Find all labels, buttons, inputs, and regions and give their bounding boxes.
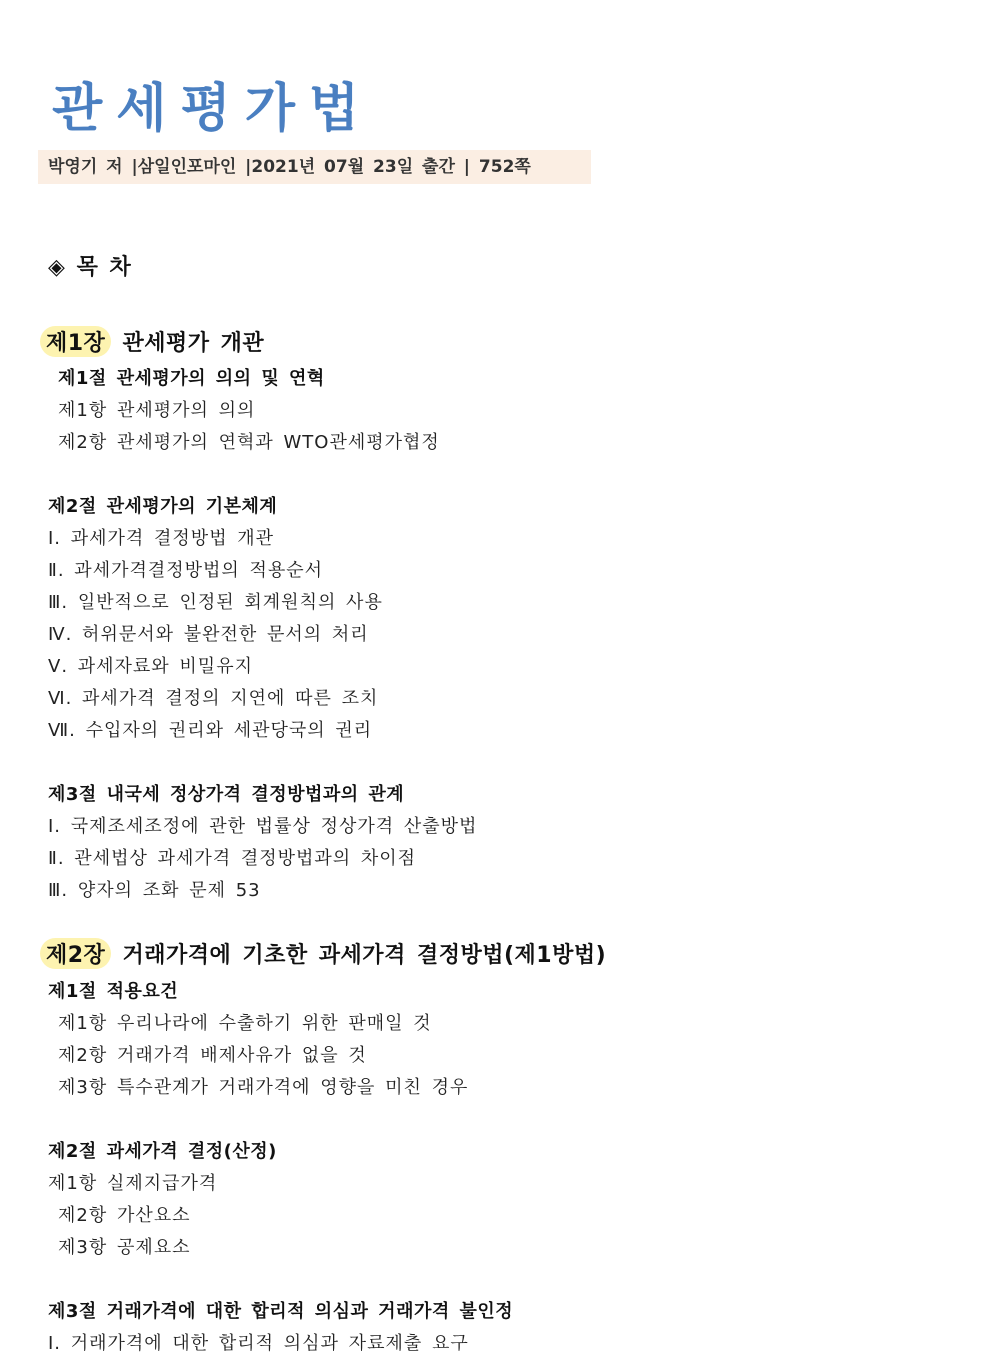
toc-section: 제2절 과세가격 결정(산정)	[48, 1141, 277, 1162]
chapter-title: 관세평가 개관	[111, 331, 265, 356]
toc-item: Ⅲ. 양자의 조화 문제 53	[48, 880, 261, 901]
toc-item: 제1항 관세평가의 의의	[58, 400, 256, 421]
toc-chapter	[48, 938, 606, 969]
chapter-number: 제1장	[40, 326, 111, 357]
chapter-title: 거래가격에 기초한 과세가격 결정방법(제1방법)	[111, 943, 607, 968]
toc-item: 제2항 거래가격 배제사유가 없을 것	[58, 1045, 367, 1066]
toc-item: 제2항 관세평가의 연혁과 WTO관세평가협정	[58, 432, 440, 453]
document-title: 관세평가법	[52, 78, 374, 139]
chapter-number: 제2장	[40, 938, 111, 969]
toc-item: Ⅳ. 허위문서와 불완전한 문서의 처리	[48, 624, 369, 645]
toc-item: Ⅱ. 관세법상 과세가격 결정방법과의 차이점	[48, 848, 417, 869]
book-meta: 박영기 저 |삼일인포마인 |2021년 07월 23일 출간 | 752쪽	[38, 150, 591, 184]
toc-item: Ⅰ. 거래가격에 대한 합리적 의심과 자료제출 요구	[48, 1333, 469, 1354]
toc-item: Ⅰ. 과세가격 결정방법 개관	[48, 528, 275, 549]
toc-item: 제3항 공제요소	[58, 1237, 191, 1258]
toc-item: 제2항 가산요소	[58, 1205, 191, 1226]
toc-heading: ◈ 목 차	[48, 255, 133, 280]
toc-item: Ⅱ. 과세가격결정방법의 적용순서	[48, 560, 324, 581]
toc-section: 제1절 관세평가의 의의 및 연혁	[58, 368, 325, 389]
toc-section: 제2절 관세평가의 기본체계	[48, 496, 278, 517]
toc-section: 제3절 내국세 정상가격 결정방법과의 관계	[48, 784, 405, 805]
toc-item: Ⅲ. 일반적으로 인정된 회계원칙의 사용	[48, 592, 383, 613]
toc-item: Ⅴ. 과세자료와 비밀유지	[48, 656, 253, 677]
toc-item: 제1항 우리나라에 수출하기 위한 판매일 것	[58, 1013, 432, 1034]
toc-section: 제3절 거래가격에 대한 합리적 의심과 거래가격 불인정	[48, 1301, 514, 1322]
toc-item: Ⅰ. 국제조세조정에 관한 법률상 정상가격 산출방법	[48, 816, 478, 837]
toc-chapter	[48, 326, 264, 357]
toc-item: Ⅵ. 과세가격 결정의 지연에 따른 조치	[48, 688, 379, 709]
toc-item: Ⅶ. 수입자의 권리와 세관당국의 권리	[48, 720, 373, 741]
toc-item: 제3항 특수관계가 거래가격에 영향을 미친 경우	[58, 1077, 469, 1098]
toc-item: 제1항 실제지급가격	[48, 1173, 218, 1194]
toc-section: 제1절 적용요건	[48, 981, 179, 1002]
